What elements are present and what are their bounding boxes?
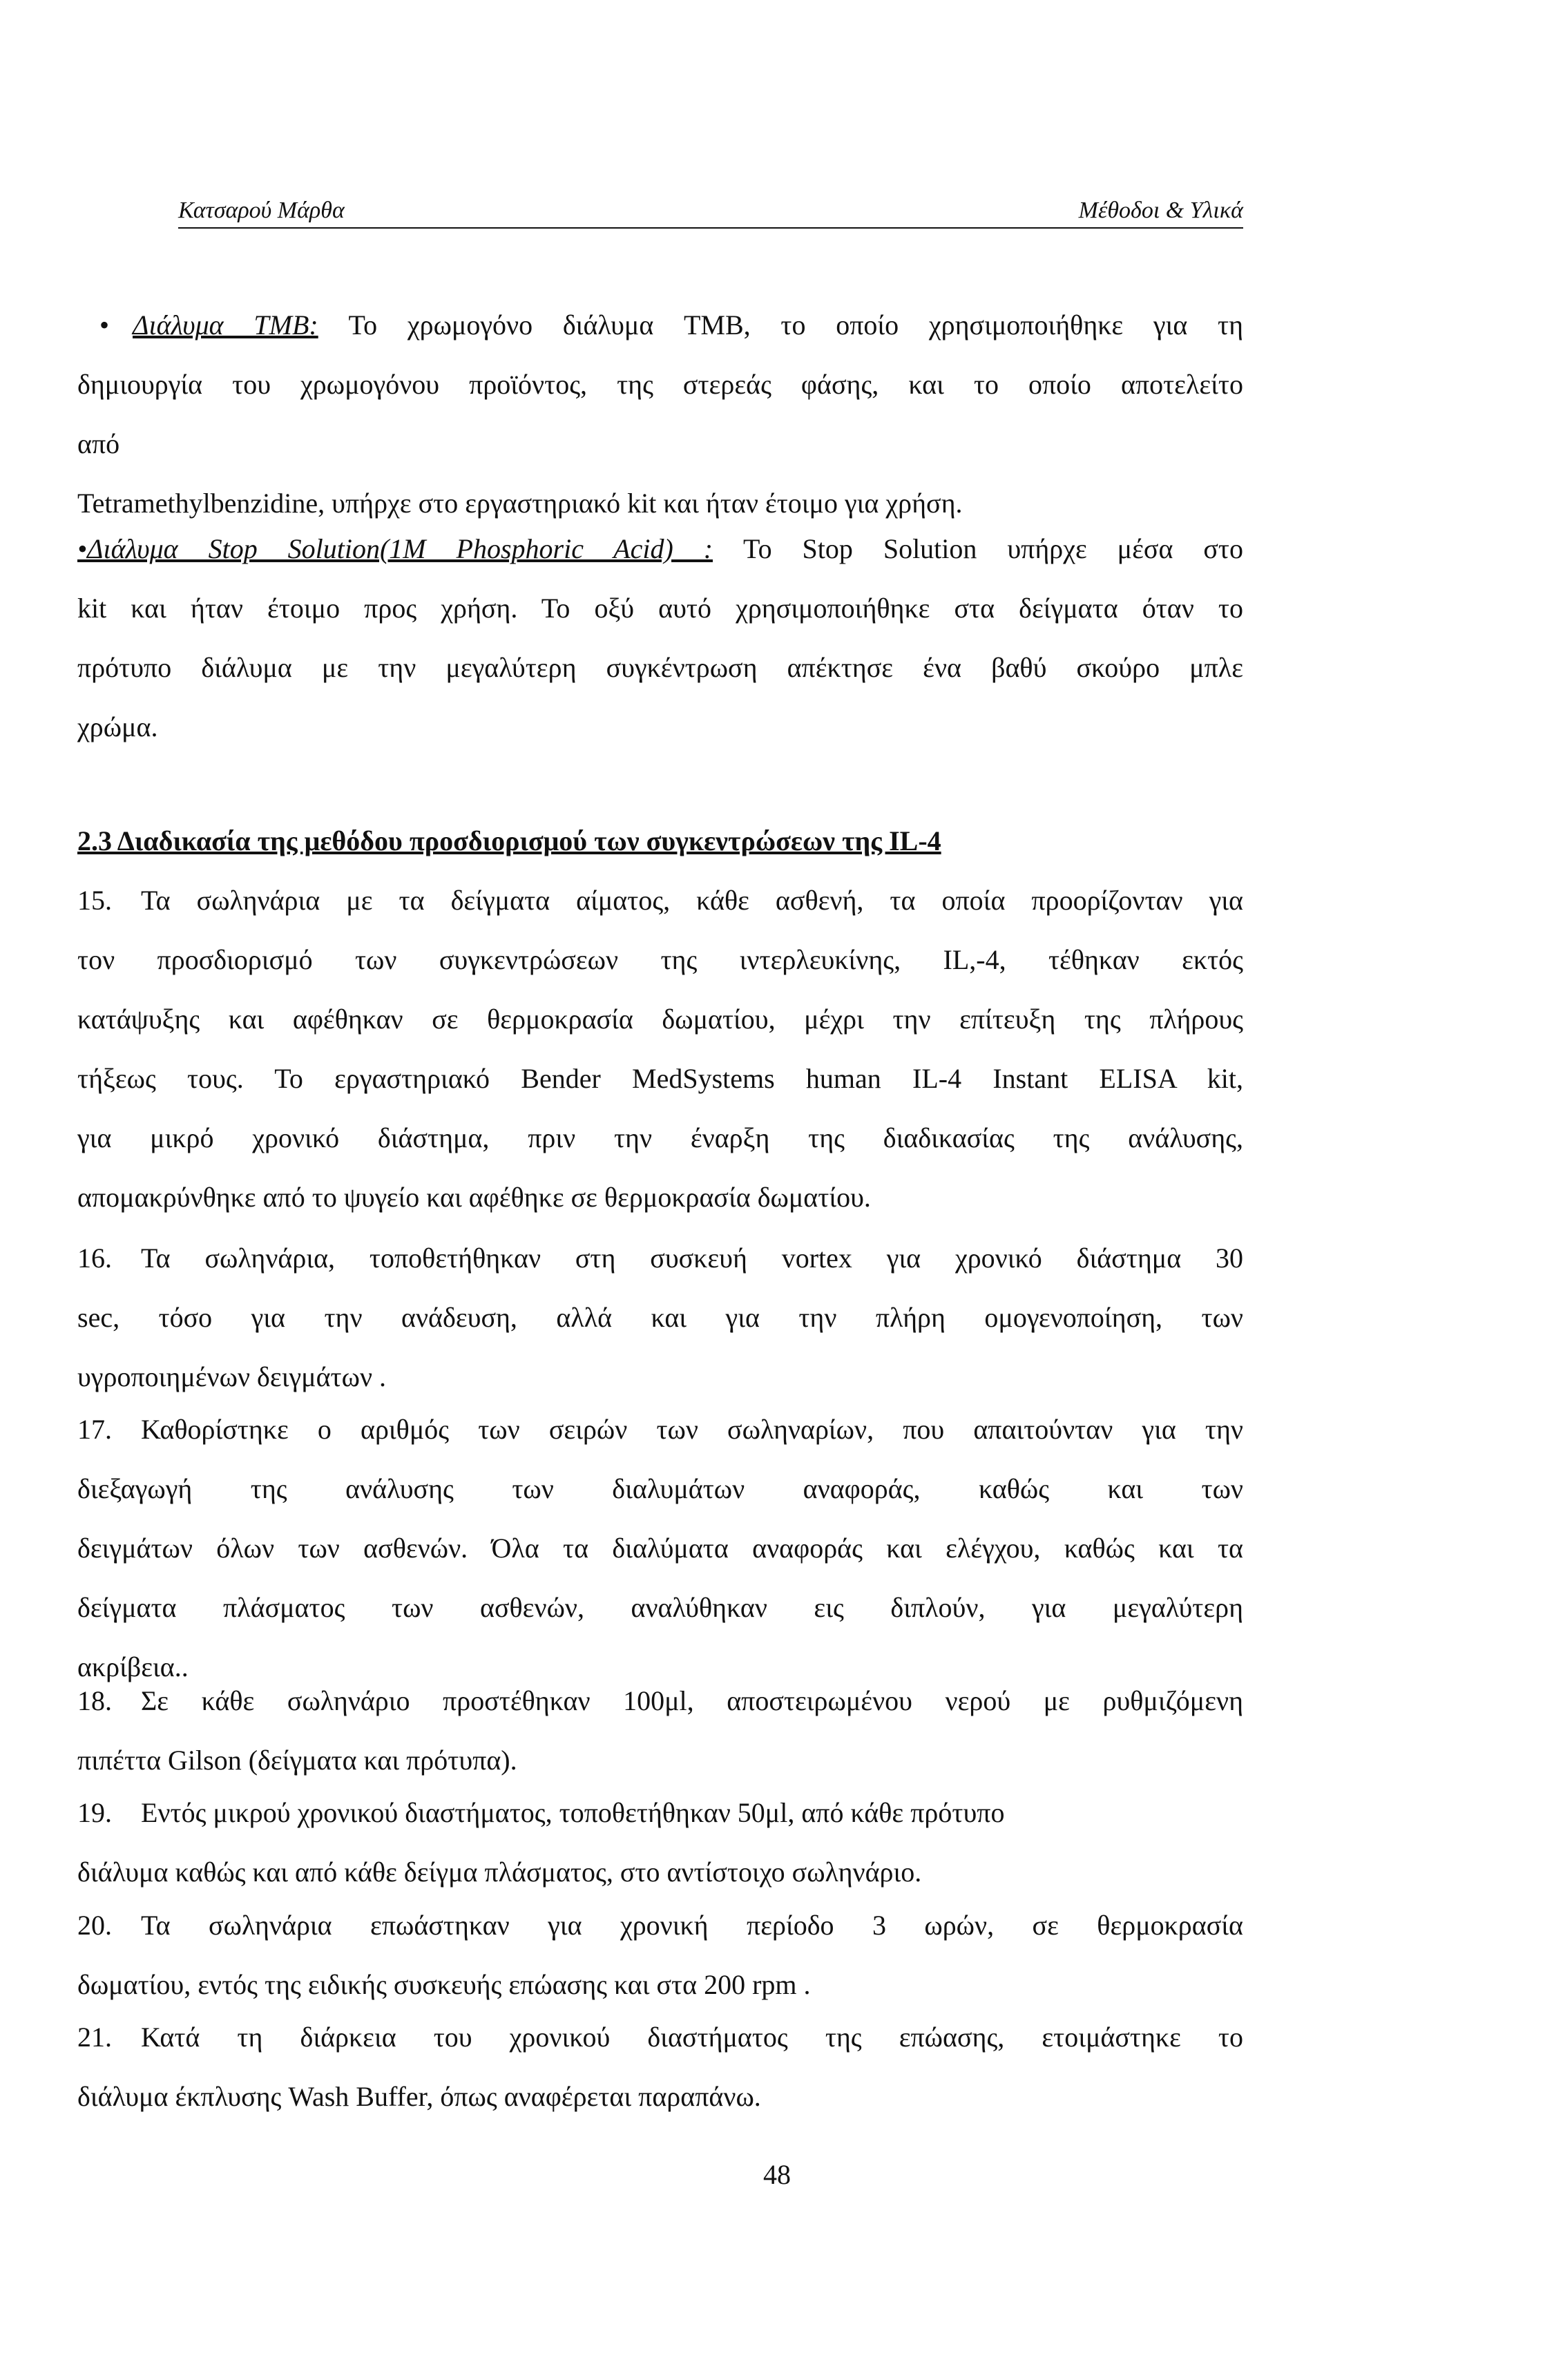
text-line: δημιουργία του χρωμογόνου προϊόντος, της στερεάς φάσης, και το οποίο αποτελείτο [77,369,1243,400]
paragraph-stop-solution [77,519,1243,757]
text-line [77,1400,1243,1459]
text-line: ακρίβεια.. [77,1651,189,1682]
running-header [178,197,1243,229]
text-line: τήξεως τους. Το εργαστηριακό Bender MedSystems human IL-4 Instant ELISA kit, [77,1063,1243,1094]
text-span: Τα σωληνάρια επωάστηκαν για χρονική περίοδο 3 ωρών, σε θερμοκρασία [141,1910,1243,1941]
text-span: Κατά τη διάρκεια του χρονικού διαστήματος της επώασης, ετοιμάστηκε το [141,2022,1243,2053]
step-number: 17. [77,1414,112,1445]
text-line: δωματίου, εντός της ειδικής συσκευής επώασης και στα 200 rpm . [77,1969,811,2000]
text-line [77,1671,1243,1731]
step-17 [77,1400,1243,1697]
step-number: 15. [77,885,112,916]
text-line [77,1783,1243,1843]
text-line: δείγματα πλάσματος των ασθενών, αναλύθηκαν εις διπλούν, για μεγαλύτερη [77,1592,1243,1623]
text-line [77,2008,1243,2067]
text-span: Τα σωληνάρια, τοποθετήθηκαν στη συσκευή vortex για χρονικό διάστημα 30 [141,1242,1243,1274]
text-line [77,1229,1243,1288]
paragraph-tmb [77,296,1243,533]
text-line: kit και ήταν έτοιμο προς χρήση. Το οξύ αυτό χρησιμοποιήθηκε στα δείγματα όταν το [77,593,1243,624]
step-21 [77,2008,1243,2127]
step-18 [77,1671,1243,1790]
text-line [77,296,1243,355]
text-line: απομακρύνθηκε από το ψυγείο και αφέθηκε σε θερμοκρασία δωματίου. [77,1182,871,1213]
text-line: Tetramethylbenzidine, υπήρχε στο εργαστηριακό kit και ήταν έτοιμο για χρήση. [77,488,963,519]
text-line [77,519,1243,579]
text-line [77,1896,1243,1955]
step-number: 16. [77,1242,112,1274]
text-line: τον προσδιορισμό των συγκεντρώσεων της ιντερλευκίνης, IL,-4, τέθηκαν εκτός [77,944,1243,975]
text-line: υγροποιημένων δειγμάτων . [77,1361,387,1392]
page-number: 48 [763,2159,791,2190]
text-line: διάλυμα καθώς και από κάθε δείγμα πλάσματος, στο αντίστοιχο σωληνάριο. [77,1856,922,1888]
text-span: Το χρωμογόνο διάλυμα TMB, το οποίο χρησιμοποιήθηκε για τη [348,309,1244,340]
bullet-icon: • [99,309,110,340]
text-line: διάλυμα έκπλυσης Wash Buffer, όπως αναφέρεται παραπάνω. [77,2081,761,2112]
step-19 [77,1783,1243,1902]
step-20 [77,1896,1243,2015]
stop-label: •Διάλυμα Stop Solution(1M Phosphoric Acid) : [77,533,713,564]
text-span: Το Stop Solution υπήρχε μέσα στο [742,533,1243,564]
text-line: χρώμα. [77,711,158,742]
step-number: 21. [77,2022,112,2053]
text-line: διεξαγωγή της ανάλυσης των διαλυμάτων αναφοράς, καθώς και των [77,1473,1243,1504]
section-heading [77,812,1243,871]
section-title: 2.3 Διαδικασία της μεθόδου προσδιορισμού των συγκεντρώσεων της IL-4 [77,825,941,856]
text-line: sec, τόσο για την ανάδευση, αλλά και για την πλήρη ομογενοποίηση, των [77,1302,1243,1333]
header-section: Μέθοδοι & Υλικά [1078,198,1243,223]
text-line: από [77,428,120,459]
text-span: Τα σωληνάρια με τα δείγματα αίματος, κάθε ασθενή, τα οποία προορίζονταν για [141,885,1243,916]
step-number: 20. [77,1910,112,1941]
text-line [77,871,1243,930]
text-line: δειγμάτων όλων των ασθενών. Όλα τα διαλύματα αναφοράς και ελέγχου, καθώς και τα [77,1533,1243,1564]
text-line: πρότυπο διάλυμα με την μεγαλύτερη συγκέντρωση απέκτησε ένα βαθύ σκούρο μπλε [77,652,1243,683]
header-author: Κατσαρού Μάρθα [178,198,345,223]
step-16 [77,1229,1243,1407]
step-number: 19. [77,1797,112,1828]
text-line: για μικρό χρονικό διάστημα, πριν την έναρξη της διαδικασίας της ανάλυσης, [77,1122,1243,1153]
text-span: Σε κάθε σωληνάριο προστέθηκαν 100μl, αποστειρωμένου νερού με ρυθμιζόμενη [141,1685,1243,1716]
text-span: Καθορίστηκε ο αριθμός των σειρών των σωληναρίων, που απαιτούνταν για την [141,1414,1243,1445]
text-span: Εντός μικρού χρονικού διαστήματος, τοποθετήθηκαν 50μl, από κάθε πρότυπο [141,1797,1005,1828]
step-15 [77,871,1243,1227]
step-number: 18. [77,1685,112,1716]
text-line: κατάψυξης και αφέθηκαν σε θερμοκρασία δωματίου, μέχρι την επίτευξη της πλήρους [77,1004,1243,1035]
text-line: πιπέττα Gilson (δείγματα και πρότυπα). [77,1745,517,1776]
tmb-label: Διάλυμα TMB: [133,309,318,340]
